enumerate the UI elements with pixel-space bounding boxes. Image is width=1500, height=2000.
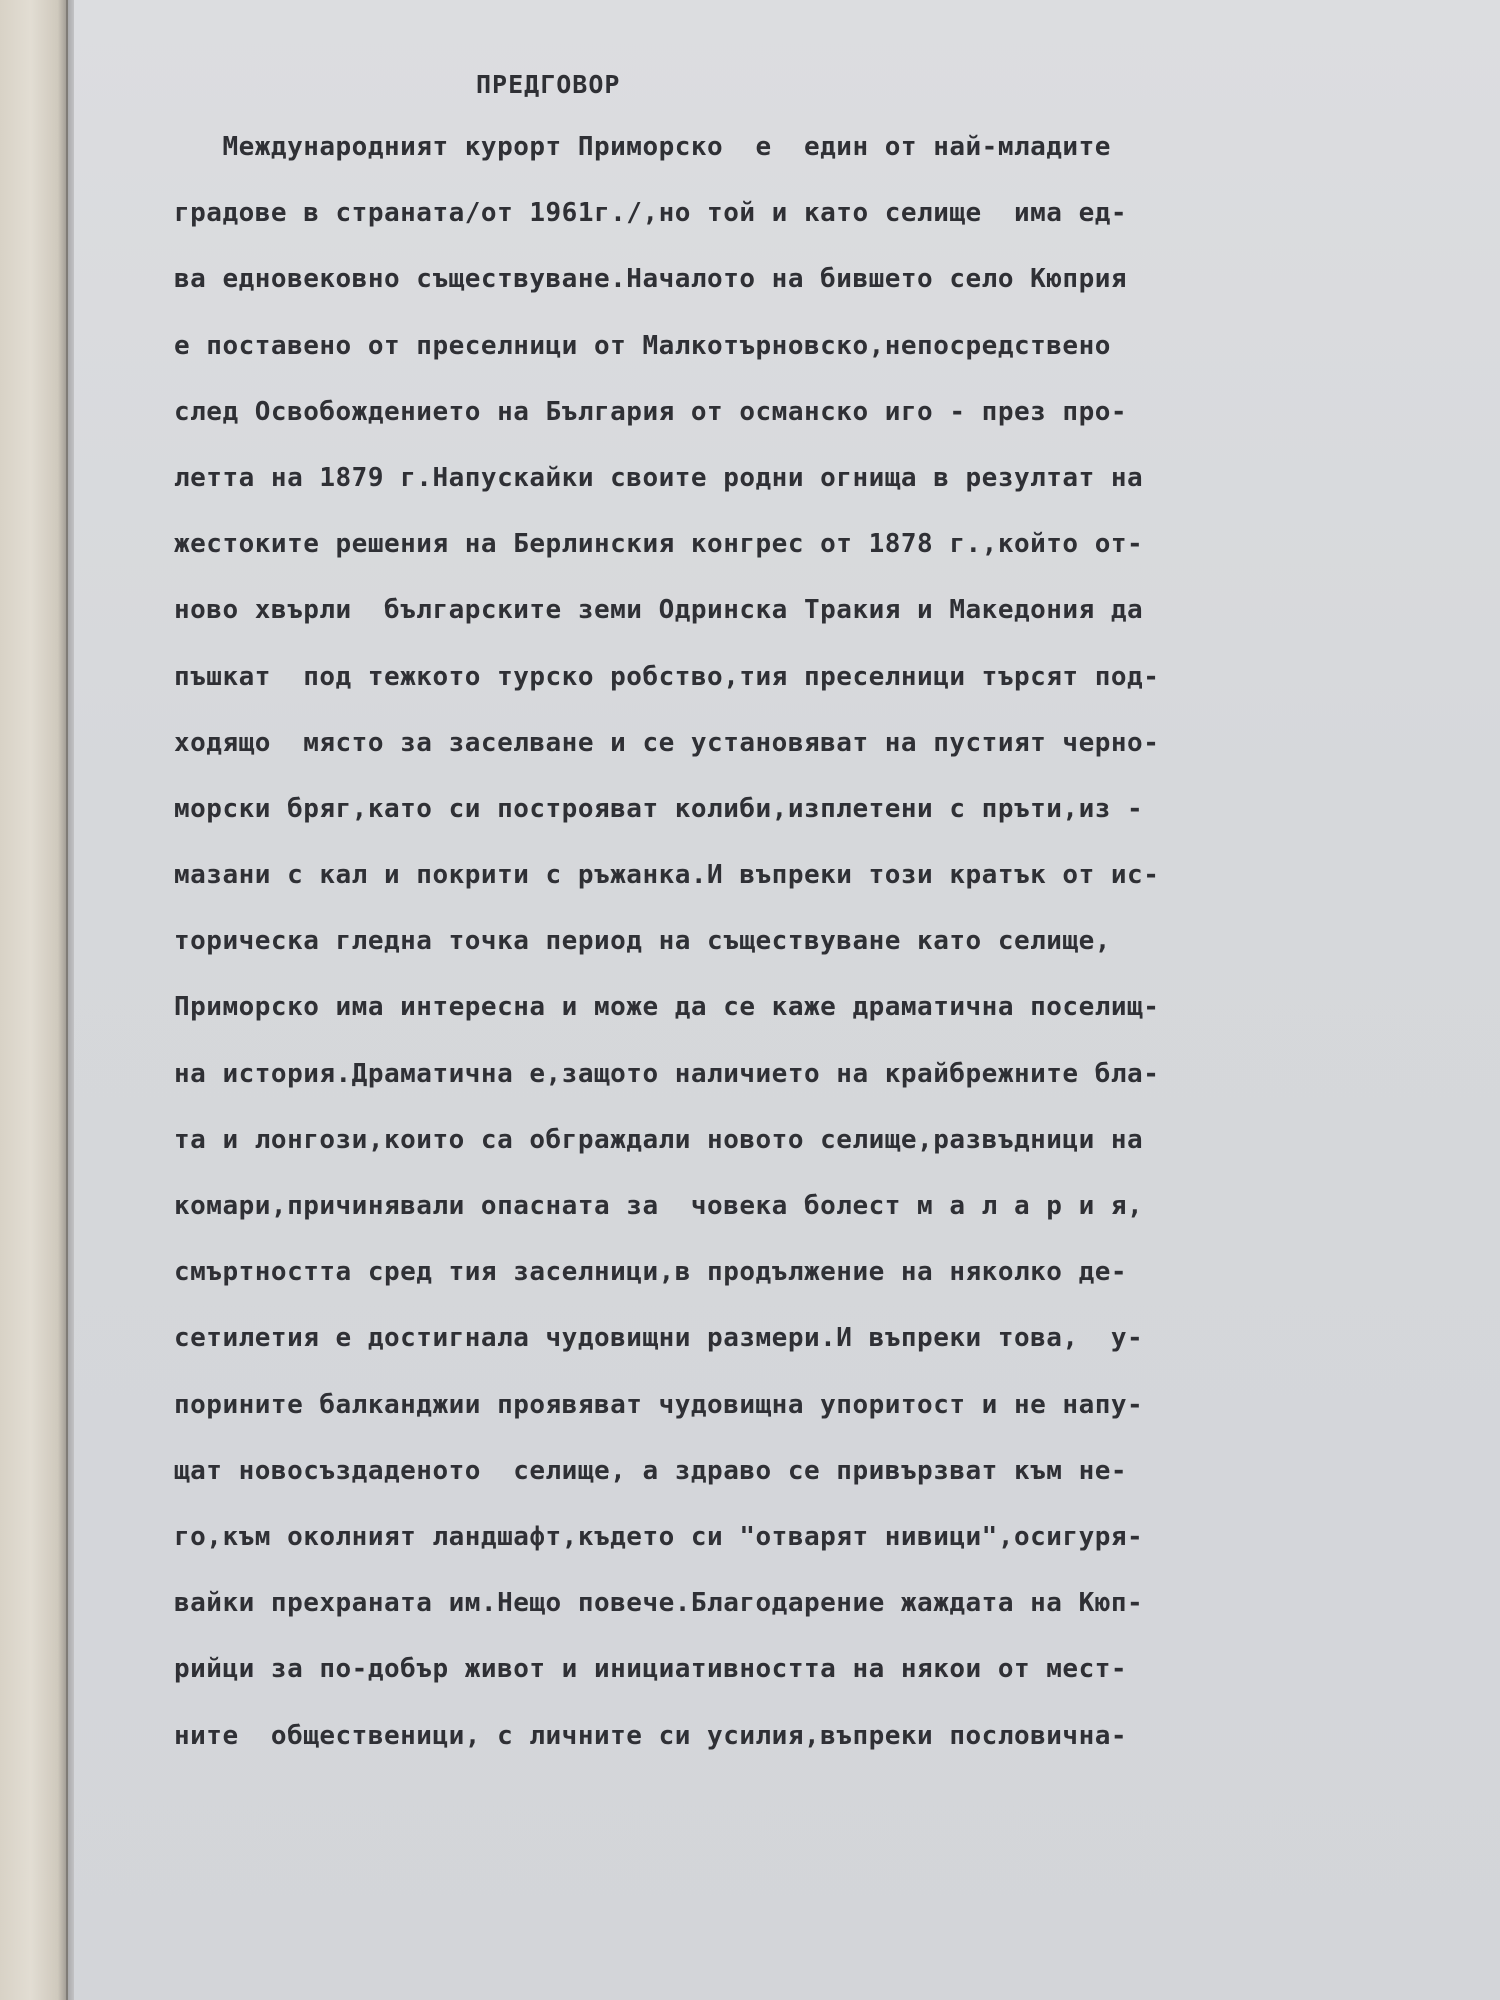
- text-line: Приморско има интересна и може да се каже драматична поселищ-: [174, 992, 1160, 1023]
- text-line: комари,причинявали опасната за човека болест м а л а р и я,: [174, 1191, 1144, 1221]
- text-line: торическа гледна точка период на съществуване като селище,: [174, 926, 1111, 957]
- text-line: вайки прехраната им.Нещо повече.Благодарение жаждата на Кюп-: [174, 1588, 1144, 1619]
- text-line: смъртността сред тия заселници,в продължение на няколко де-: [174, 1257, 1128, 1288]
- text-line: морски бряг,като си построяват колиби,изплетени с пръти,из -: [174, 793, 1144, 824]
- text-line: щат новосъздаденото селище, а здраво се привързват към не-: [174, 1455, 1128, 1486]
- text-line: ново хвърли българските земи Одринска Тракия и Македония да: [174, 595, 1144, 626]
- document-page: [74, 0, 1500, 2000]
- text-line: градове в страната/от 1961г./,но той и като селище има ед-: [174, 198, 1128, 229]
- text-line: порините балканджии проявяват чудовищна упоритост и не напу-: [174, 1389, 1144, 1420]
- text-line: е поставено от преселници от Малкотърновско,непосредствено: [174, 330, 1111, 361]
- text-line: Международният курорт Приморско е един от най-младите: [174, 132, 1111, 162]
- text-line: та и лонгози,които са обграждали новото селище,развъдници на: [174, 1124, 1144, 1155]
- text-line: жестоките решения на Берлинския конгрес от 1878 г.,който от-: [174, 529, 1144, 560]
- text-line: на история.Драматична е,защото наличието на крайбрежните бла-: [174, 1058, 1160, 1089]
- text-line: сетилетия е достигнала чудовищни размери.И въпреки това, у-: [174, 1323, 1144, 1354]
- adjacent-page-edge: [0, 0, 68, 2000]
- text-line: ните общественици, с личните си усилия,въпреки пословична-: [174, 1720, 1128, 1751]
- text-line: ва едновековно съществуване.Началото на бившето село Кюприя: [174, 264, 1128, 295]
- page-title: ПРЕДГОВОР: [476, 70, 621, 99]
- text-line: рийци за по-добър живот и инициативността на някои от мест-: [174, 1654, 1128, 1685]
- text-line: мазани с кал и покрити с ръжанка.И въпреки този кратък от ис-: [174, 860, 1160, 891]
- text-line: го,към околният ландшафт,където си "отварят нивици",осигуря-: [174, 1521, 1144, 1552]
- text-line: летта на 1879 г.Напускайки своите родни огнища в резултат на: [174, 462, 1144, 493]
- text-line: пъшкат под тежкото турско робство,тия преселници търсят под-: [174, 661, 1160, 692]
- text-line: ходящо място за заселване и се установяват на пустият черно-: [174, 727, 1160, 758]
- text-line: след Освобождението на България от османско иго - през про-: [174, 396, 1128, 427]
- typescript-body: [174, 62, 1404, 1769]
